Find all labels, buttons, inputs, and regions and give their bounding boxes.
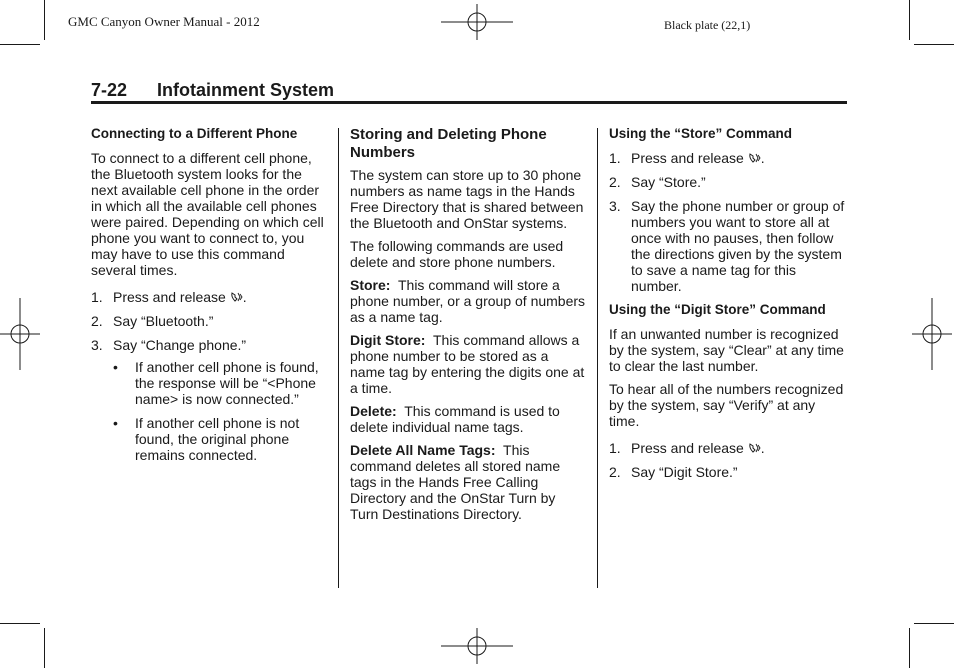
- definition-text: This command allows a phone number to be stored as a name tag by entering the digits one at a time.: [350, 332, 585, 396]
- registration-mark-icon: [0, 298, 40, 370]
- step-number: 3.: [609, 198, 621, 214]
- step-text: Say “Digit Store.”: [631, 464, 738, 480]
- step-text: Say “Store.”: [631, 174, 706, 190]
- step-number: 2.: [91, 313, 103, 329]
- column-divider: [338, 128, 339, 588]
- registration-mark-icon: [441, 4, 513, 40]
- definition-text: This command is used to delete individual name tags.: [350, 403, 560, 435]
- list-item: [609, 150, 849, 166]
- subheading: Using the “Store” Command: [609, 126, 793, 141]
- crop-mark: [909, 628, 910, 668]
- step-text: Press and release: [631, 440, 744, 456]
- definition-label: Delete:: [350, 403, 397, 419]
- paragraph: The following commands are used delete and store phone numbers.: [350, 238, 564, 270]
- list-item: [91, 289, 327, 305]
- bullet-mark: •: [113, 415, 118, 431]
- paragraph: To hear all of the numbers recognized by the system, say “Verify” at any time.: [609, 381, 844, 429]
- step-text: Say “Change phone.”: [113, 337, 247, 353]
- crop-mark: [909, 0, 910, 40]
- phone-voice-icon: [230, 291, 243, 303]
- definition: [350, 403, 586, 435]
- crop-mark: [44, 628, 45, 668]
- definition-label: Store:: [350, 277, 391, 293]
- definition-label: Delete All Name Tags:: [350, 442, 496, 458]
- crop-mark: [914, 44, 954, 45]
- column-divider: [597, 128, 598, 588]
- list-item: [609, 174, 849, 190]
- bullet-item: [113, 415, 327, 463]
- step-text: Say the phone number or group of numbers you want to store all at once with no pauses, then follow the directions given by the system to save a name tag for this number.: [631, 198, 845, 294]
- registration-mark-icon: [912, 298, 952, 370]
- list-item: [609, 198, 849, 294]
- bullet-text: If another cell phone is found, the response will be “<Phone name> is now connected.”: [135, 359, 319, 407]
- step-tail: .: [760, 440, 765, 456]
- crop-mark: [44, 0, 45, 40]
- header-rule: [91, 101, 847, 104]
- definition-text: This command will store a phone number, or a group of numbers as a name tag.: [350, 277, 586, 325]
- step-number: 1.: [91, 289, 103, 305]
- registration-mark-icon: [441, 628, 513, 664]
- column-3: [609, 126, 849, 488]
- paragraph: If an unwanted number is recognized by the system, say “Clear” at any time to clear the last number.: [609, 326, 844, 374]
- step-tail: .: [242, 289, 247, 305]
- definition: [350, 332, 586, 396]
- crop-mark: [914, 623, 954, 624]
- phone-voice-icon: [748, 152, 761, 164]
- page-number: 7-22: [91, 80, 128, 100]
- list-item: [91, 313, 327, 329]
- definition-label: Digit Store:: [350, 332, 426, 348]
- step-text: Press and release: [631, 150, 744, 166]
- column-1: [91, 126, 327, 471]
- paragraph: To connect to a different cell phone, the Bluetooth system looks for the next available cell phone in the order in which all the available cell phones were paired. Depending on which cell phone you want to connect to, you may have to use this command several times.: [91, 150, 324, 278]
- definition-text: This command deletes all stored name tags in the Hands Free Calling Directory and the OnStar Turn by Turn Destinations Directory.: [350, 442, 561, 522]
- manual-title: GMC Canyon Owner Manual - 2012: [68, 14, 260, 29]
- phone-voice-icon: [748, 442, 761, 454]
- plate-label: Black plate (22,1): [664, 18, 751, 32]
- bullet-mark: •: [113, 359, 118, 375]
- step-text: Press and release: [113, 289, 226, 305]
- crop-mark: [0, 44, 40, 45]
- step-text: Say “Bluetooth.”: [113, 313, 214, 329]
- crop-mark: [0, 623, 40, 624]
- paragraph: The system can store up to 30 phone numbers as name tags in the Hands Free Directory that is shared between the Bluetooth and OnStar systems.: [350, 167, 584, 231]
- list-item: [91, 337, 327, 353]
- definition: [350, 277, 586, 325]
- step-number: 2.: [609, 464, 621, 480]
- subheading: Storing and Deleting Phone Numbers: [350, 126, 547, 161]
- list-item: [609, 464, 849, 480]
- step-tail: .: [760, 150, 765, 166]
- step-number: 1.: [609, 150, 621, 166]
- subheading: Connecting to a Different Phone: [91, 126, 298, 141]
- section-name: Infotainment System: [157, 80, 335, 100]
- definition: [350, 442, 586, 522]
- step-number: 3.: [91, 337, 103, 353]
- list-item: [609, 440, 849, 456]
- column-2: [350, 126, 586, 529]
- step-number: 2.: [609, 174, 621, 190]
- subheading: Using the “Digit Store” Command: [609, 302, 826, 317]
- section-title: [91, 80, 334, 101]
- step-number: 1.: [609, 440, 621, 456]
- bullet-text: If another cell phone is not found, the original phone remains connected.: [135, 415, 300, 463]
- bullet-item: [113, 359, 327, 407]
